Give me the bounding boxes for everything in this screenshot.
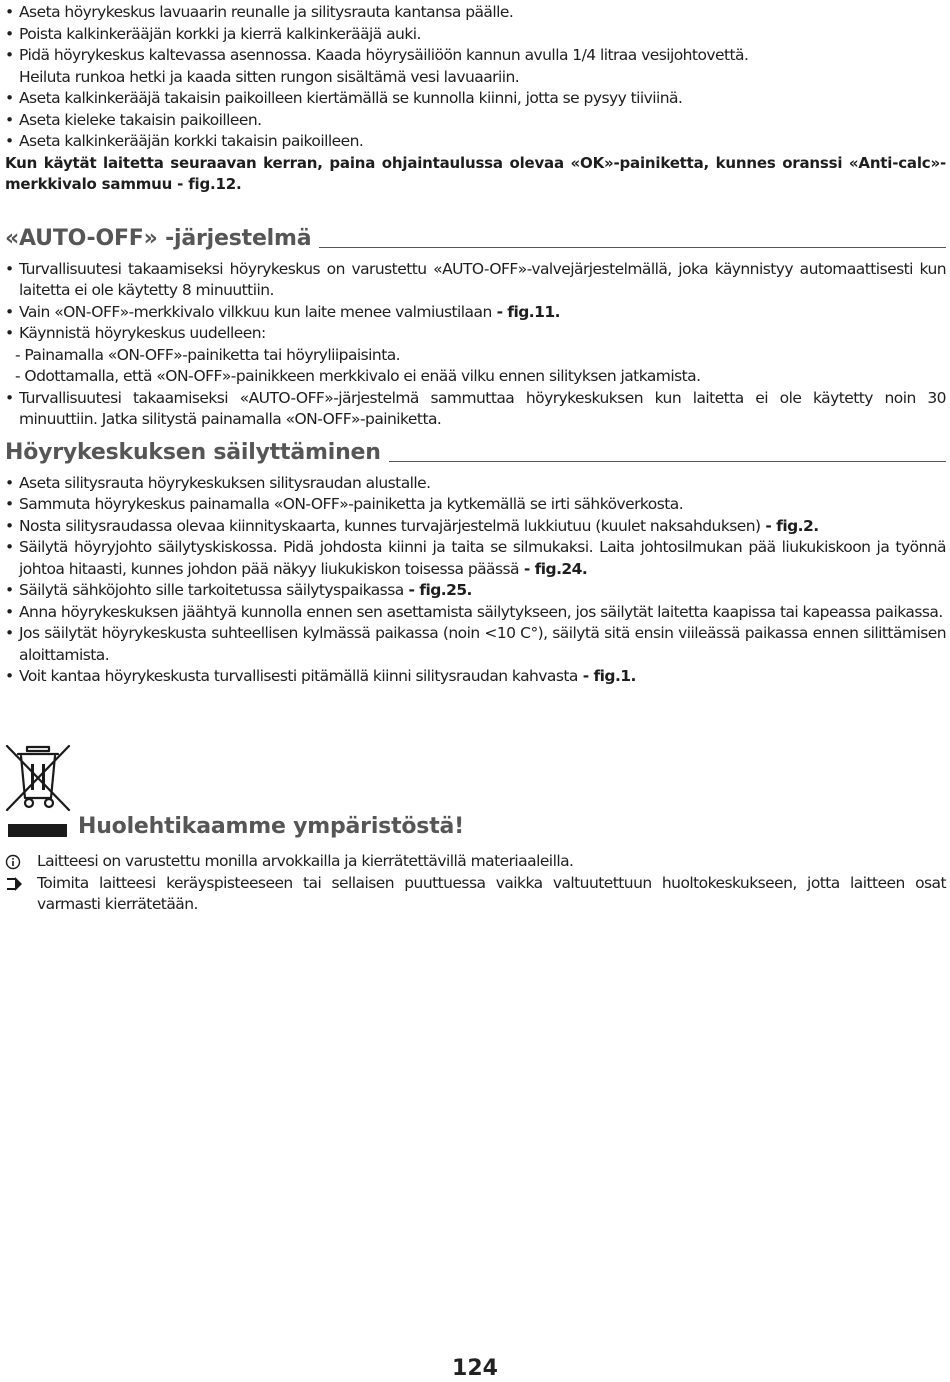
bullet: •	[5, 324, 14, 342]
arrow-right-icon	[5, 876, 23, 892]
environment-arrow-row: Toimita laitteesi keräyspisteeseen tai sellaisen puuttuessa vaikka valtuutettuun huoltokeskukseen, jotta laitteen osat varmasti kierrätetään.	[5, 873, 946, 916]
sub-item: - Odottamalla, että «ON-OFF»-painikkeen merkkivalo ei enää vilku ennen silityksen jatkamista.	[15, 367, 701, 385]
top-list	[5, 2, 946, 153]
list-item: • Käynnistä höyrykeskus uudelleen:	[5, 323, 946, 345]
bullet: •	[5, 624, 14, 642]
figure-ref: - fig.11.	[491, 302, 560, 321]
bullet: •	[5, 388, 14, 407]
bullet: •	[5, 581, 14, 599]
environment-bar	[8, 824, 67, 837]
bullet: •	[5, 473, 14, 492]
bullet: •	[5, 602, 14, 621]
list-item: • Aseta kalkinkerääjän korkki takaisin paikoilleen.	[5, 131, 946, 153]
next-use-note: Kun käytät laitetta seuraavan kerran, paina ohjaintaulussa olevaa «OK»-painiketta, kunnes oranssi «Anti-calc»- merkkivalo sammuu - fig.12.	[5, 153, 946, 193]
bullet: •	[5, 132, 14, 150]
figure-ref: - fig.24.	[519, 559, 588, 578]
list-item: • Turvallisuutesi takaamiseksi höyrykeskus on varustettu «AUTO-OFF»-valvejärjestelmällä, joka käynnistyy automaattisesti kun laitetta ei ole käytetty 8 minuuttiin.	[5, 259, 946, 299]
environment-info-row: Laitteesi on varustettu monilla arvokkailla ja kierrätettävillä materiaaleilla.	[5, 851, 946, 873]
bullet: •	[5, 24, 14, 43]
bullet: •	[5, 495, 14, 513]
list-item: • Aseta kalkinkerääjä takaisin paikoilleen kiertämällä se kunnolla kiinni, jotta se pysyy tiiviinä.	[5, 88, 946, 110]
list-item: • Jos säilytät höyrykeskusta suhteellisen kylmässä paikassa (noin <10 C°), säilytä sitä ensin viileässä paikassa ennen silittämisen aloittamista.	[5, 624, 946, 664]
bullet: •	[5, 259, 14, 278]
list-item: • Säilytä sähköjohto sille tarkoitetussa säilytyspaikassa - fig.25.	[5, 580, 946, 602]
list-item: • Aseta höyrykeskus lavuaarin reunalle ja silitysrauta kantansa päälle.	[5, 2, 946, 24]
sub-item: - Painamalla «ON-OFF»-painiketta tai höyryliipaisinta.	[15, 345, 401, 364]
list-item: • Aseta silitysrauta höyrykeskuksen silitysraudan alustalle.	[5, 473, 946, 495]
bullet: •	[5, 538, 14, 556]
figure-ref: - fig.12.	[172, 175, 242, 193]
bullet: •	[5, 516, 14, 535]
section-heading-auto-off: «AUTO-OFF» -järjestelmä	[5, 226, 946, 252]
bullet: •	[5, 3, 14, 21]
list-item: • Voit kantaa höyrykeskusta turvallisesti pitämällä kiinni silitysraudan kahvasta - fig.1.	[5, 666, 946, 688]
list-item: • Nosta silitysraudassa olevaa kiinnityskaarta, kunnes turvajärjestelmä lukkiutuu (kuulet naksahduksen) - fig.2.	[5, 516, 946, 538]
storage-list	[5, 473, 946, 688]
crossed-out-wheelie-bin-icon	[5, 744, 71, 812]
bullet: •	[5, 110, 14, 129]
figure-ref: - fig.25.	[403, 581, 472, 599]
list-item: • Poista kalkinkerääjän korkki ja kierrä kalkinkerääjä auki.	[5, 24, 946, 46]
heading-rule	[319, 247, 946, 248]
page-number: 124	[452, 1356, 498, 1381]
bullet: •	[5, 302, 14, 321]
list-item-continuation: Heiluta runkoa hetki ja kaada sitten rungon sisältämä vesi lavuaariin.	[19, 67, 520, 86]
list-item: • Turvallisuutesi takaamiseksi «AUTO-OFF»-järjestelmä sammuttaa höyrykeskuksen kun laitetta ei ole käytetty noin 30 minuuttiin. Jatka silitystä painamalla «ON-OFF»-painiketta.	[5, 388, 946, 428]
list-item: • Säilytä höyryjohto säilytyskiskossa. Pidä johdosta kiinni ja taita se silmukaksi. Laita johtosilmukan pää liukukiskoon ja työnnä johtoa hitaasti, kunnes johdon pää näkyy liukukiskon toisessa päässä - fig.24.	[5, 538, 946, 578]
auto-off-list	[5, 259, 946, 431]
section-heading-storage: Höyrykeskuksen säilyttäminen	[5, 440, 946, 466]
info-circle-icon	[5, 854, 23, 870]
environment-list	[5, 851, 946, 916]
list-item: • Pidä höyrykeskus kaltevassa asennossa. Kaada höyrysäiliöön kannun avulla 1/4 litraa vesijohtovettä.	[5, 45, 946, 67]
list-item: • Vain «ON-OFF»-merkkivalo vilkkuu kun laite menee valmiustilaan - fig.11.	[5, 302, 946, 324]
figure-ref: - fig.2.	[760, 516, 819, 535]
bullet: •	[5, 667, 14, 685]
list-item: • Aseta kieleke takaisin paikoilleen.	[5, 110, 946, 132]
manual-page	[5, 2, 946, 688]
list-item: • Anna höyrykeskuksen jäähtyä kunnolla ennen sen asettamista säilytykseen, jos säilytät laitetta kaapissa tai kapeassa paikassa.	[5, 602, 946, 624]
figure-ref: - fig.1.	[577, 667, 636, 685]
heading-rule	[389, 461, 946, 462]
list-item: • Sammuta höyrykeskus painamalla «ON-OFF»-painiketta ja kytkemällä se irti sähköverkosta.	[5, 494, 946, 516]
bullet: •	[5, 89, 14, 107]
environment-title: Huolehtikaamme ympäristöstä!	[78, 814, 464, 839]
bullet: •	[5, 46, 14, 64]
